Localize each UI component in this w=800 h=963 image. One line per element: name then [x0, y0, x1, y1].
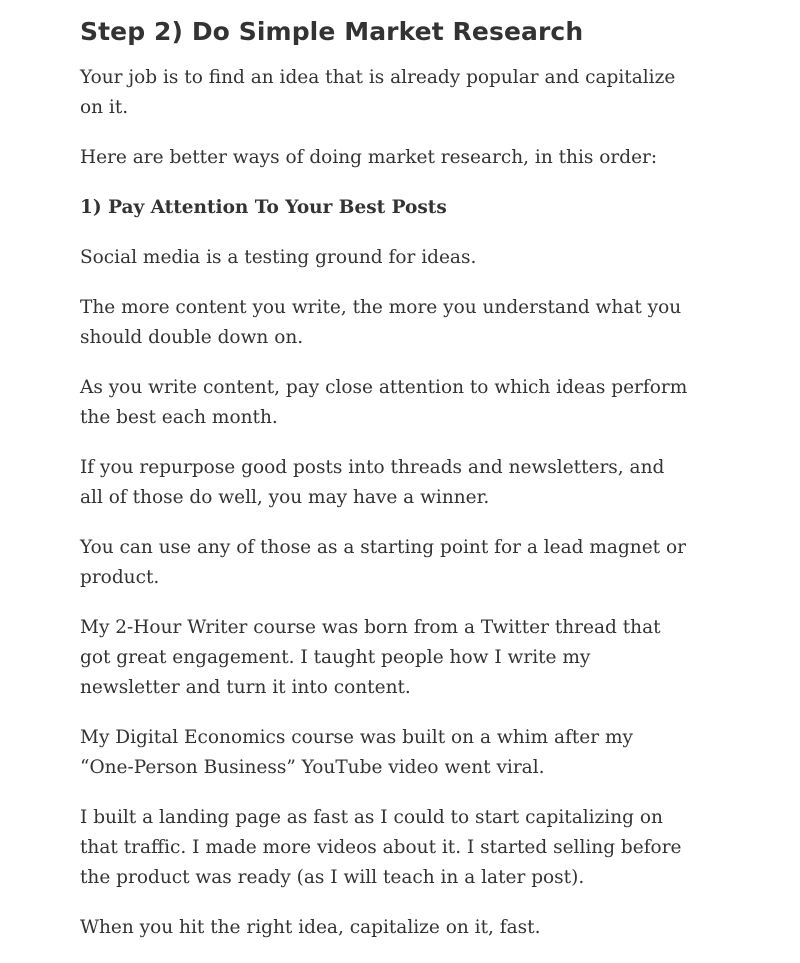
paragraph: My 2-Hour Writer course was born from a Twitter thread that got great engagement. I taught people how I write my newsletter and turn it into content.	[80, 617, 661, 698]
section-heading: Step 2) Do Simple Market Research	[80, 17, 584, 46]
paragraph: If you repurpose good posts into threads and newsletters, and all of those do well, you may have a winner.	[80, 457, 665, 508]
paragraph: My Digital Economics course was built on a whim after my “One-Person Business” YouTube video went viral.	[80, 727, 633, 778]
paragraph: When you hit the right idea, capitalize on it, fast.	[80, 917, 541, 938]
paragraph: The more content you write, the more you understand what you should double down on.	[80, 297, 682, 348]
subsection-heading: 1) Pay Attention To Your Best Posts	[80, 197, 447, 218]
paragraph: You can use any of those as a starting point for a lead magnet or product.	[80, 537, 686, 588]
article-body	[80, 14, 690, 963]
paragraph-intro-2: Here are better ways of doing market research, in this order:	[80, 147, 658, 168]
paragraph: Social media is a testing ground for ideas.	[80, 247, 477, 268]
paragraph-intro-1: Your job is to find an idea that is already popular and capitalize on it.	[80, 67, 676, 118]
paragraph: I built a landing page as fast as I could to start capitalizing on that traffic. I made more videos about it. I started selling before the product was ready (as I will teach in a later post).	[80, 807, 682, 888]
paragraph: As you write content, pay close attention to which ideas perform the best each month.	[80, 377, 688, 428]
